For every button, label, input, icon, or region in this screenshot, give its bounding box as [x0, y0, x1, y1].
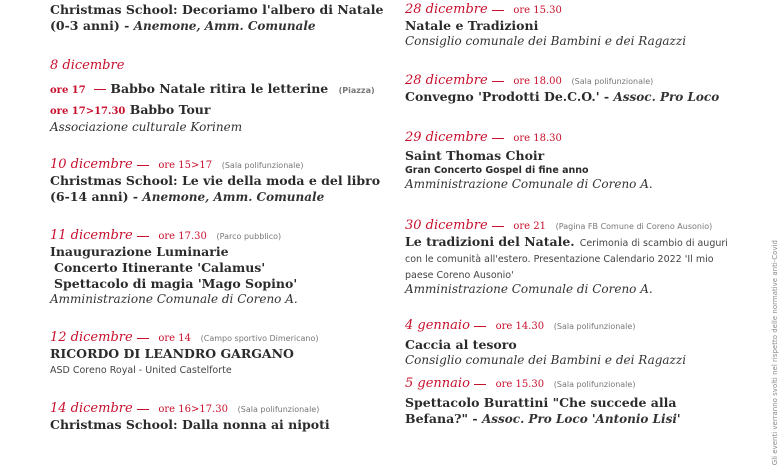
event-title: Spettacolo di magia 'Mago Sopino': [54, 276, 298, 291]
event-title: Spettacolo Burattini "Che succede alla Befana?": [405, 395, 677, 426]
event-title: Inaugurazione Luminarie: [50, 244, 229, 259]
event-subtitle: Gran Concerto Gospel di fine anno: [405, 165, 589, 176]
event-date: 11 dicembre: [50, 228, 133, 243]
event-organizer: Consiglio comunale dei Bambini e dei Ragazzi: [405, 353, 687, 367]
event-5-gennaio: 5 gennaio ore 15.30 (Sala polifunzionale) Spettacolo Burattini "Che succede alla Befana?" - Assoc. Pro Loco 'Antonio Lisi': [405, 376, 681, 426]
event-time: ore 14: [158, 333, 191, 344]
event-date: 29 dicembre: [405, 130, 488, 145]
event-time: ore 18.00: [513, 76, 562, 87]
event-12-dicembre: [50, 330, 385, 377]
event-place: (Sala polifunzionale): [237, 405, 320, 414]
event-29-dicembre: [405, 130, 735, 192]
event-place: (Sala polifunzionale): [553, 380, 636, 389]
event-title: Babbo Natale ritira le letterine: [110, 81, 329, 96]
event-time: ore 15.30: [495, 379, 545, 390]
event-description: Cerimonia di scambio di auguri con le comunità all'estero. Presentazione Calendario 2022 'Il mio paese Coreno Ausonio': [405, 238, 728, 281]
event-organizer: Anemone, Amm. Comunale: [142, 190, 325, 204]
event-date: 28 dicembre: [405, 73, 488, 88]
event-place: (Campo sportivo Dimericano): [200, 334, 319, 343]
event-time: ore 17>17.30: [50, 106, 126, 117]
event-title: Convegno 'Prodotti De.C.O.': [405, 89, 600, 104]
event-title: RICORDO DI LEANDRO GARGANO: [50, 346, 294, 361]
event-title: Concerto Itinerante 'Calamus': [54, 260, 266, 275]
event-date: 14 dicembre: [50, 401, 133, 416]
event-date: 30 dicembre: [405, 218, 488, 233]
event-date: 28 dicembre: [405, 2, 488, 17]
event-organizer: Associazione culturale Korinem: [50, 120, 243, 134]
side-note: Gli eventi verranno svolti nel rispetto delle normative anti-Covid: [771, 240, 779, 465]
event-30-dicembre: [405, 218, 735, 297]
event-title-text: Christmas School: Decoriamo l'albero di Natale (0-3 anni): [50, 2, 384, 33]
event-title: Saint Thomas Choir: [405, 148, 545, 163]
event-time: ore 17: [50, 85, 86, 96]
event-28-dicembre-natale: [405, 2, 735, 49]
event-place: (Pagina FB Comune di Coreno Ausonio): [555, 222, 713, 231]
event-organizer: Amministrazione Comunale di Coreno A.: [405, 282, 653, 296]
event-10-dicembre: 10 dicembre ore 15>17 (Sala polifunzionale) Christmas School: Le vie della moda e del libro (6-14 anni) - Anemone, Amm. Comunale: [50, 157, 381, 204]
event-organizer: Consiglio comunale dei Bambini e dei Ragazzi: [405, 34, 687, 48]
event-time: ore 21: [513, 221, 546, 232]
event-decoriamo-albero: [50, 2, 385, 34]
event-date: 8 dicembre: [50, 58, 125, 73]
event-place: (Piazza): [338, 86, 375, 95]
event-organizer: Assoc. Pro Loco 'Antonio Lisi': [481, 412, 681, 426]
event-title: Natale e Tradizioni: [405, 18, 539, 33]
event-place: (Parco pubblico): [216, 232, 282, 241]
event-time: ore 14.30: [495, 321, 545, 332]
event-title: Christmas School: Dalla nonna ai nipoti: [50, 417, 330, 432]
event-date: 10 dicembre: [50, 157, 133, 172]
event-time: ore 15.30: [513, 5, 562, 16]
event-time: ore 17.30: [158, 231, 207, 242]
event-title: Caccia al tesoro: [405, 337, 517, 352]
event-title: Le tradizioni del Natale.: [405, 234, 575, 249]
event-title: Christmas School: Le vie della moda e del libro (6-14 anni): [50, 173, 381, 204]
event-11-dicembre: [50, 228, 385, 307]
event-title: Christmas School: Decoriamo l'albero di Natale (0-3 anni) - Anemone, Amm. Comunale: [50, 2, 384, 33]
event-organizer: ASD Coreno Royal - United Castelforte: [50, 365, 232, 376]
event-place: (Sala polifunzionale): [553, 322, 636, 331]
event-organizer: Assoc. Pro Loco: [613, 90, 720, 104]
event-place: (Sala polifunzionale): [571, 77, 654, 86]
event-time: ore 15>17: [158, 160, 213, 171]
event-date: 12 dicembre: [50, 330, 133, 345]
event-4-gennaio: [405, 318, 735, 368]
event-organizer: Amministrazione Comunale di Coreno A.: [50, 292, 298, 306]
event-organizer: Anemone, Amm. Comunale: [133, 19, 316, 33]
event-date: 5 gennaio: [405, 376, 470, 391]
event-place: (Sala polifunzionale): [221, 161, 304, 170]
event-date: 4 gennaio: [405, 318, 470, 333]
event-time: ore 18.30: [513, 133, 562, 144]
event-title: Babbo Tour: [129, 102, 211, 117]
event-time: ore 16>17.30: [158, 404, 228, 415]
event-28-dicembre-convegno: 28 dicembre ore 18.00 (Sala polifunzionale) Convegno 'Prodotti De.C.O.' - Assoc. Pro Loco: [405, 73, 720, 104]
event-8-dicembre: [50, 58, 385, 135]
event-organizer: Amministrazione Comunale di Coreno A.: [405, 177, 653, 191]
event-14-dicembre: [50, 401, 385, 433]
